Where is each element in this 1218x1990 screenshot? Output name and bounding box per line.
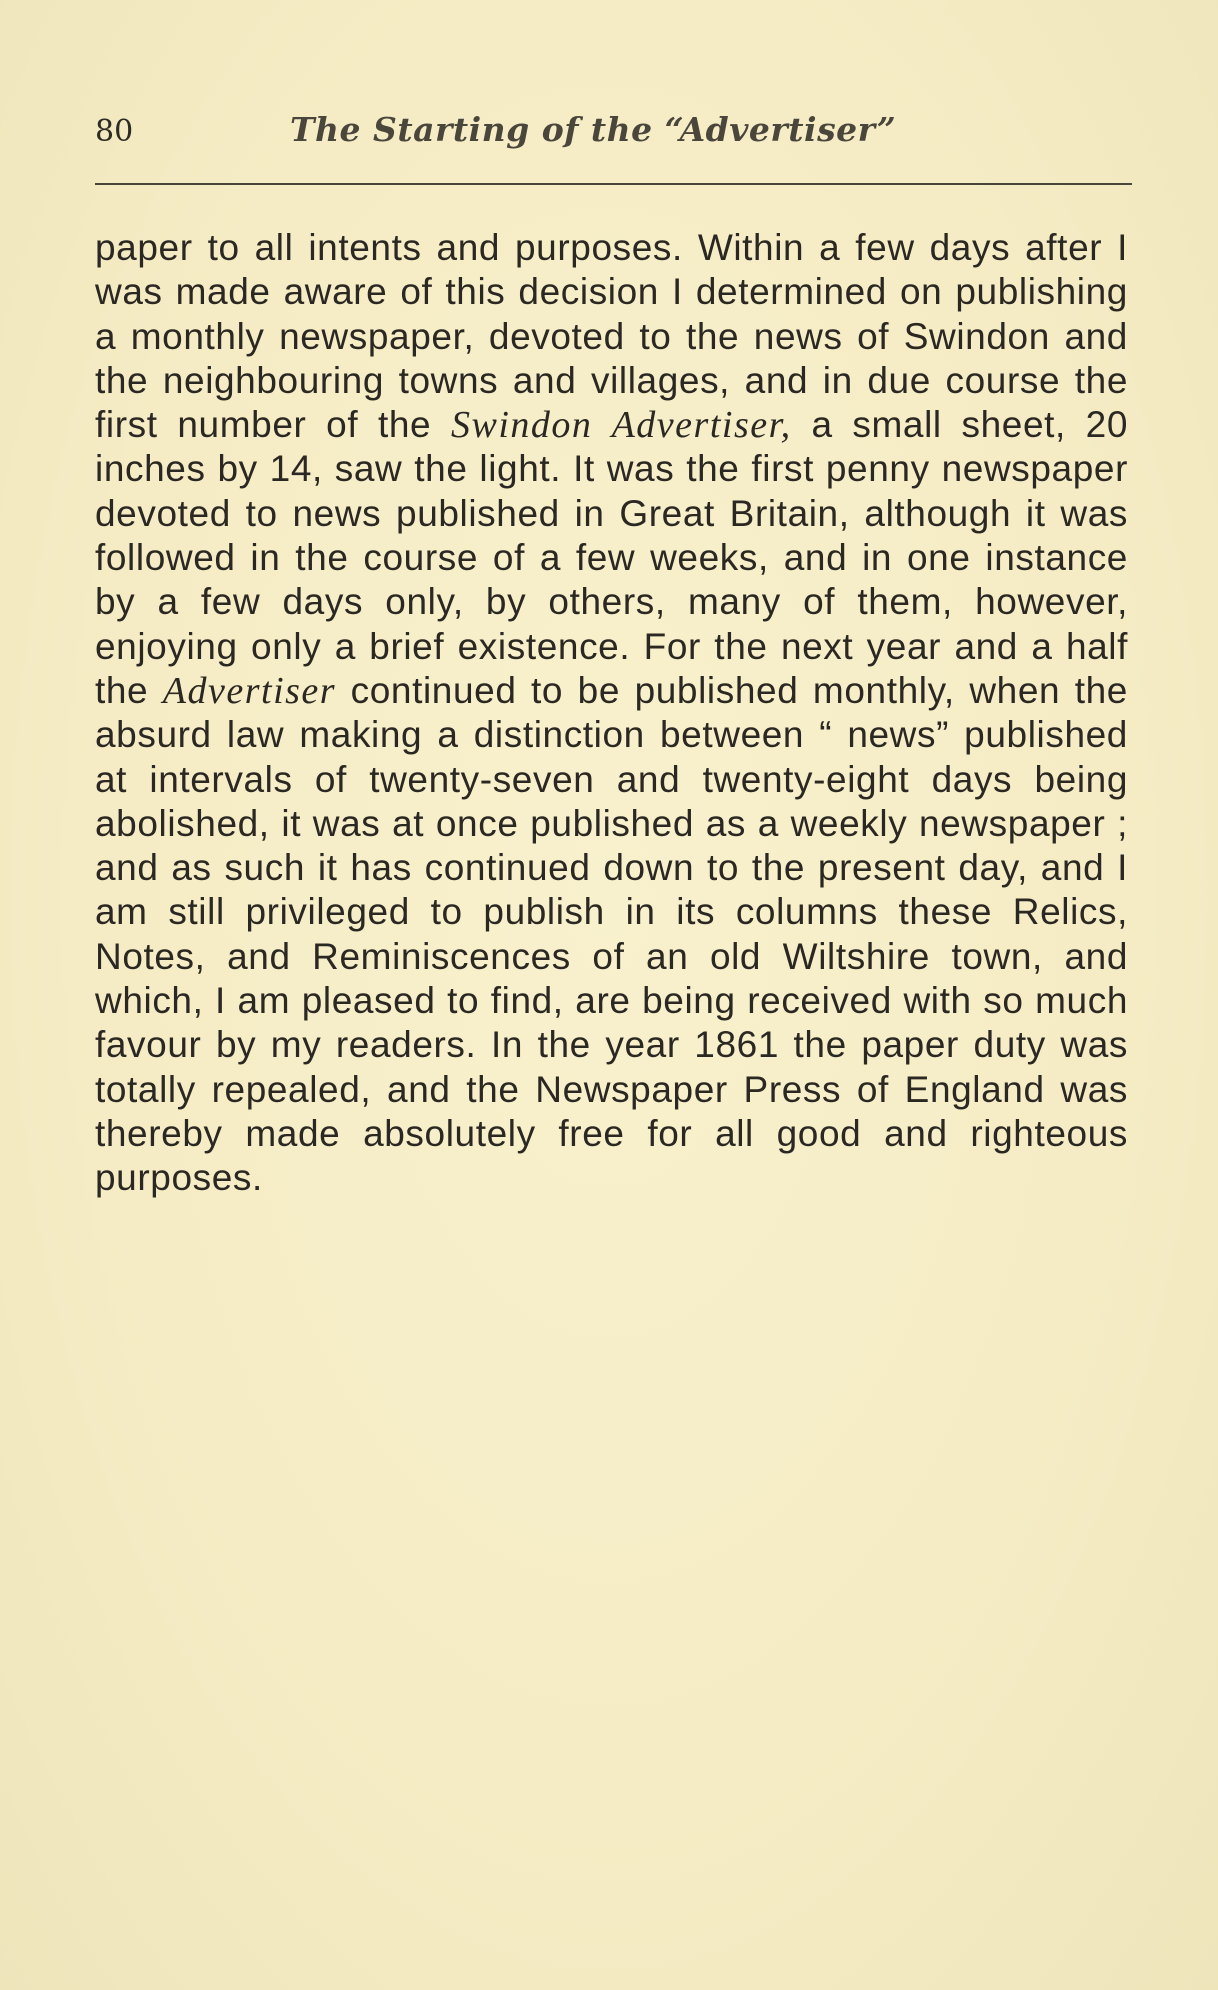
body-paragraph bbox=[95, 226, 1128, 1201]
header-rule bbox=[95, 183, 1132, 185]
body-text-segment: paper to all intents and purposes. Within a few days after I was made aware of this decision I determined on publishing a monthly newspaper, devoted to the news of Swindon and the neighbouring towns and villages, and in due course the first number of the bbox=[95, 227, 1128, 446]
running-title: The Starting of the “Advertiser” bbox=[290, 110, 897, 149]
page-number: 80 bbox=[95, 114, 134, 149]
italic-title-swindon-advertiser: Swindon Advertiser, bbox=[451, 404, 792, 447]
body-text-segment: continued to be published monthly, when the absurd law making a distinction between “ news” published at intervals of twenty-seven and twenty-eight days being abolished, it was at once published as a weekly newspaper ; and as such it has continued down to the present day, and I am still privileged to publish in its columns these Relics, Notes, and Reminiscences of an old Wiltshire town, and which, I am pleased to find, are being received with so much favour by my readers. In the year 1861 the paper duty was totally repealed, and the Newspaper Press of England was thereby made absolutely free for all good and righteous purposes. bbox=[95, 669, 1128, 1199]
body-text-segment: a small sheet, 20 inches by 14, saw the light. It was the first penny newspaper devoted to news published in Great Britain, although it was followed in the course of a few weeks, and in one instance by a few days only, by others, many of them, however, enjoying only a brief existence. For the next year and a half the bbox=[95, 404, 1128, 711]
italic-title-advertiser: Advertiser bbox=[162, 669, 337, 712]
page-header bbox=[95, 108, 1130, 164]
